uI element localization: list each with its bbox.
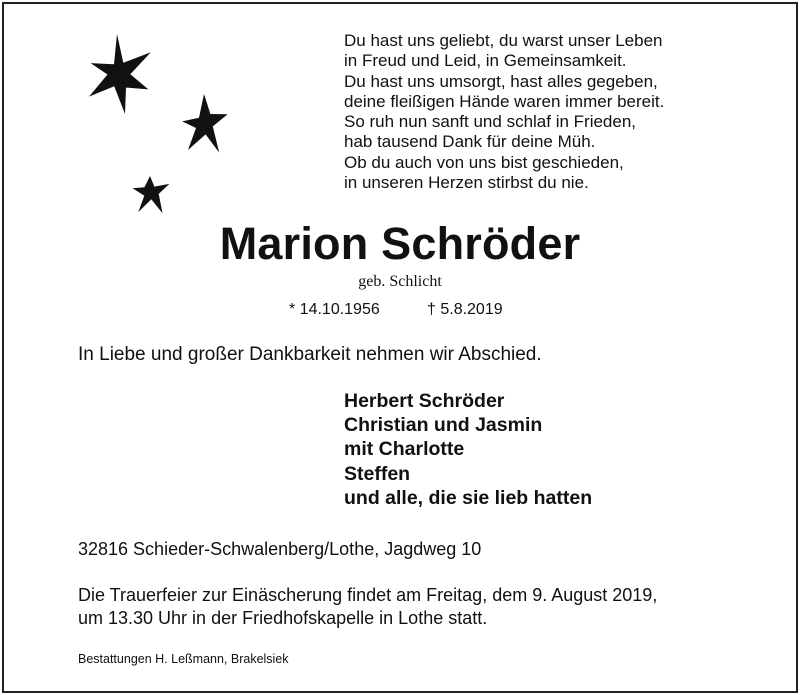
poem-line: hab tausend Dank für deine Müh. bbox=[344, 132, 596, 152]
mourner-name: mit Charlotte bbox=[344, 438, 465, 461]
poem-line: in Freud und Leid, in Gemeinsamkeit. bbox=[344, 51, 627, 71]
undertaker-credit: Bestattungen H. Leßmann, Brakelsiek bbox=[78, 652, 289, 666]
poem-line: deine fleißigen Hände waren immer bereit. bbox=[344, 91, 665, 111]
service-line: Die Trauerfeier zur Einäscherung findet am Freitag, dem 9. August 2019, bbox=[78, 585, 658, 605]
mourner-name: und alle, die sie lieb hatten bbox=[344, 486, 593, 509]
service-line: um 13.30 Uhr in der Friedhofskapelle in Lothe statt. bbox=[78, 607, 488, 628]
medium-star-icon bbox=[182, 94, 227, 153]
deceased-name: Marion Schröder bbox=[219, 218, 581, 269]
death-date: † 5.8.2019 bbox=[427, 301, 503, 318]
mourners-list bbox=[344, 389, 592, 510]
large-star-icon bbox=[89, 34, 151, 114]
poem-line: Du hast uns umsorgt, hast alles gegeben, bbox=[344, 71, 658, 91]
three-stars-icon bbox=[80, 28, 260, 228]
poem-line: So ruh nun sanft und schlaf in Frieden, bbox=[344, 112, 637, 132]
poem-line: Du hast uns geliebt, du warst unser Leben bbox=[344, 31, 663, 50]
mourner-name: Herbert Schröder bbox=[344, 390, 505, 412]
mourner-name: Christian und Jasmin bbox=[344, 414, 543, 437]
poem-line: in unseren Herzen stirbst du nie. bbox=[344, 173, 589, 193]
poem bbox=[344, 31, 664, 193]
poem-line: Ob du auch von uns bist geschieden, bbox=[344, 152, 624, 172]
birth-name: geb. Schlicht bbox=[358, 273, 442, 290]
farewell-text: In Liebe und großer Dankbarkeit nehmen wir Abschied. bbox=[78, 344, 542, 365]
mourner-name: Steffen bbox=[344, 462, 411, 485]
small-star-icon bbox=[133, 176, 170, 213]
birth-date: * 14.10.1956 bbox=[289, 301, 380, 318]
funeral-service-info bbox=[78, 584, 657, 629]
family-address: 32816 Schieder-Schwalenberg/Lothe, Jagdweg 10 bbox=[78, 539, 482, 559]
